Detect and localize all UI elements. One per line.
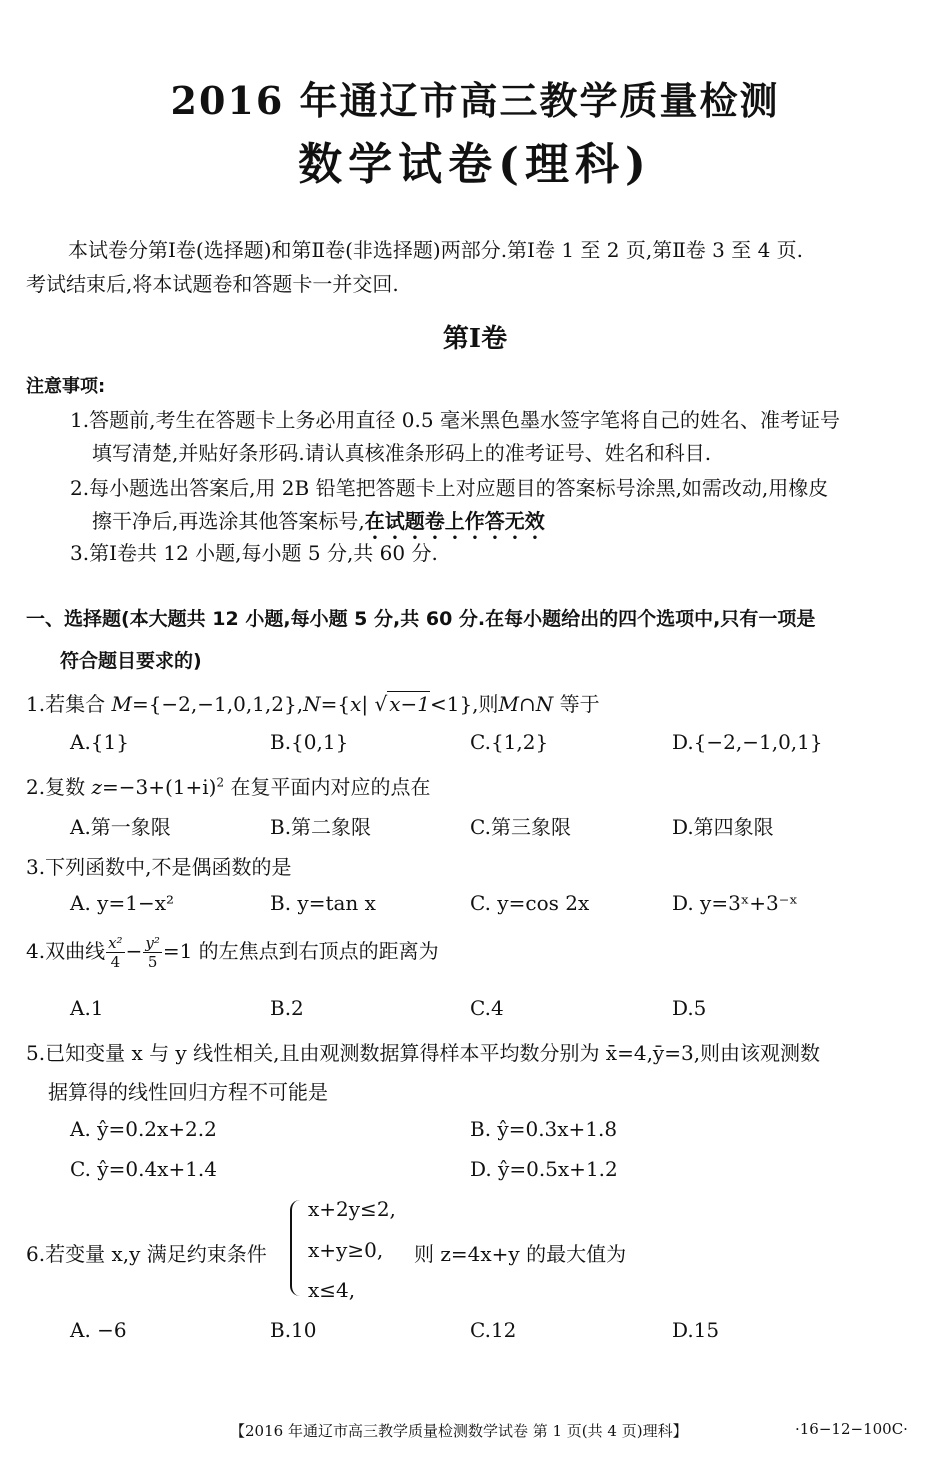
q5-option-a[interactable]: A. ŷ=0.2x+2.2 xyxy=(70,1117,217,1141)
q4-option-b[interactable]: B.2 xyxy=(270,996,304,1020)
q5-option-b[interactable]: B. ŷ=0.3x+1.8 xyxy=(470,1117,618,1141)
notes-heading: 注意事项: xyxy=(26,376,106,397)
q1-bar: | xyxy=(361,692,369,716)
q2-option-d[interactable]: D.第四象限 xyxy=(672,815,774,839)
q6-constraint-3: x≤4, xyxy=(308,1278,356,1302)
q3-stem: 3.下列函数中,不是偶函数的是 xyxy=(26,855,292,879)
q5-stem-line-1: 5.已知变量 x 与 y 线性相关,且由观测数据算得样本平均数分别为 x̄=4,ȳ=3,则由该观测数 xyxy=(26,1041,821,1065)
q4-den-1: 4 xyxy=(110,953,121,971)
exam-subtitle: 数学试卷(理科) xyxy=(298,139,652,190)
q4-num-1: x² xyxy=(108,934,123,952)
q1-set-n-open: ={ xyxy=(320,692,351,716)
q2-option-c[interactable]: C.第三象限 xyxy=(470,815,571,839)
note-1-line-1: 1.答题前,考生在答题卡上务必用直径 0.5 毫米黑色墨水签字笔将自己的姓名、准考证号 xyxy=(70,408,840,432)
q1-set-m-symbol: M xyxy=(111,692,132,716)
q1-stem: 1.若集合 M={−2,−1,0,1,2},N={x| √ x−1<1},则M∩N 等于 xyxy=(26,692,600,716)
q1-set-n-close: <1},则 xyxy=(429,692,499,716)
q1-stem-pre: 1.若集合 xyxy=(26,692,112,716)
q2-var-z: z xyxy=(91,775,102,799)
q2-stem-pre: 2.复数 xyxy=(26,775,92,799)
exam-title: 2016 年通辽市高三教学质量检测 xyxy=(170,78,780,123)
q5-option-c[interactable]: C. ŷ=0.4x+1.4 xyxy=(70,1157,218,1181)
q4-minus: − xyxy=(125,939,143,963)
part-one-heading: 一、选择题(本大题共 12 小题,每小题 5 分,共 60 分.在每小题给出的四个选项中,只有一项是 xyxy=(26,608,816,630)
q6-option-b[interactable]: B.10 xyxy=(270,1318,317,1342)
intro-line-2: 考试结束后,将本试题卷和答题卡一并交回. xyxy=(26,272,399,296)
q1-var-x: x xyxy=(350,692,362,716)
q4-stem-pre: 4.双曲线 xyxy=(26,939,106,963)
q1-option-b[interactable]: B.{0,1} xyxy=(270,730,349,754)
q1-sqrt-body: x−1 xyxy=(389,692,430,716)
q2-option-b[interactable]: B.第二象限 xyxy=(270,815,372,839)
part-one-heading-cont: 符合题目要求的) xyxy=(60,650,202,672)
q5-stem-line-2: 据算得的线性回归方程不可能是 xyxy=(48,1080,328,1104)
q1-m: M xyxy=(498,692,520,716)
q2-option-a[interactable]: A.第一象限 xyxy=(70,815,171,839)
q6-stem-pre: 6.若变量 x,y 满足约束条件 xyxy=(26,1242,267,1266)
q2-expr: =−3+(1+i) xyxy=(102,775,217,799)
page-footer: 【2016 年通辽市高三教学质量检测数学试卷 第 1 页(共 4 页)理科】 xyxy=(230,1422,688,1440)
q1-option-d[interactable]: D.{−2,−1,0,1} xyxy=(672,730,823,754)
q6-constraint-2: x+y≥0, xyxy=(308,1238,384,1262)
q3-option-b[interactable]: B. y=tan x xyxy=(270,891,376,915)
q4-fraction-1 xyxy=(106,934,124,971)
q4-fraction-2 xyxy=(143,934,162,971)
note-3: 3.第Ⅰ卷共 12 小题,每小题 5 分,共 60 分. xyxy=(70,541,438,565)
note-2-line-2-text: 擦干净后,再选涂其他答案标号, xyxy=(92,509,365,533)
q4-option-c[interactable]: C.4 xyxy=(470,996,504,1020)
q1-n: N xyxy=(535,692,554,716)
q1-option-c[interactable]: C.{1,2} xyxy=(470,730,549,754)
q4-option-d[interactable]: D.5 xyxy=(672,996,707,1020)
q6-constraint-1: x+2y≤2, xyxy=(308,1197,396,1221)
note-2-line-1: 2.每小题选出答案后,用 2B 铅笔把答题卡上对应题目的答案标号涂黑,如需改动,用橡皮 xyxy=(70,476,829,500)
q3-option-a[interactable]: A. y=1−x² xyxy=(70,891,174,915)
q1-set-m: ={−2,−1,0,1,2}, xyxy=(131,692,304,716)
q4-option-a[interactable]: A.1 xyxy=(70,996,104,1020)
section-title: 第Ⅰ卷 xyxy=(442,324,508,354)
q1-set-n-symbol: N xyxy=(303,692,321,716)
q6-option-c[interactable]: C.12 xyxy=(470,1318,517,1342)
note-2-emphasis: 在试题卷上作答无效 xyxy=(364,509,545,533)
q6-option-a[interactable]: A. −6 xyxy=(70,1318,127,1342)
q4-stem xyxy=(26,934,439,971)
q4-stem-post: =1 的左焦点到右顶点的距离为 xyxy=(162,939,439,963)
q2-stem xyxy=(26,771,430,800)
q4-den-2: 5 xyxy=(147,953,158,971)
q5-option-d[interactable]: D. ŷ=0.5x+1.2 xyxy=(470,1157,618,1181)
q1-option-a[interactable]: A.{1} xyxy=(70,730,129,754)
q6-option-d[interactable]: D.15 xyxy=(672,1318,720,1342)
q3-option-d[interactable]: D. y=3ˣ+3⁻ˣ xyxy=(672,891,798,915)
page-code: ·16−12−100C· xyxy=(795,1420,908,1438)
q2-stem-post: 在复平面内对应的点在 xyxy=(224,775,431,799)
q1-stem-post: 等于 xyxy=(553,692,600,716)
note-1-line-2: 填写清楚,并贴好条形码.请认真核准条形码上的准考证号、姓名和科目. xyxy=(92,441,712,465)
q6-brace xyxy=(290,1200,306,1296)
q3-option-c[interactable]: C. y=cos 2x xyxy=(470,891,590,915)
intro-line-1: 本试卷分第Ⅰ卷(选择题)和第Ⅱ卷(非选择题)两部分.第Ⅰ卷 1 至 2 页,第Ⅱ卷 3 至 4 页. xyxy=(68,238,804,262)
q2-exponent: 2 xyxy=(216,775,225,790)
q6-stem-post: 则 z=4x+y 的最大值为 xyxy=(414,1242,627,1266)
q4-num-2: y² xyxy=(145,934,160,952)
q1-cap: ∩ xyxy=(519,692,536,716)
